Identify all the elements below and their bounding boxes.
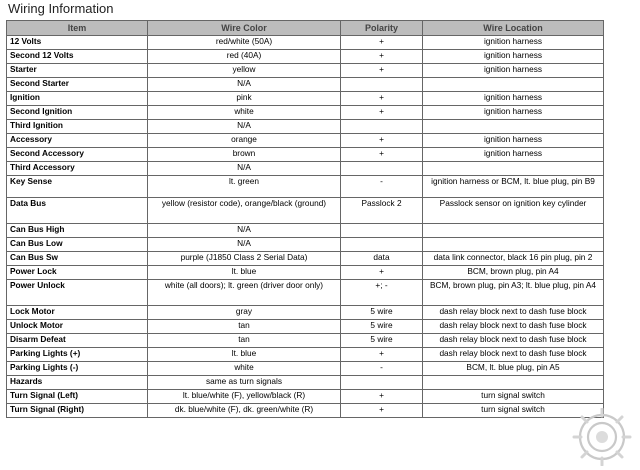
table-row xyxy=(7,120,604,134)
item-cell: Unlock Motor xyxy=(7,320,148,334)
wire-location-cell: turn signal switch xyxy=(423,390,604,404)
wire-location-cell: ignition harness or BCM, lt. blue plug, pin B9 xyxy=(423,176,604,198)
table-row xyxy=(7,134,604,148)
wire-location-cell: BCM, lt. blue plug, pin A5 xyxy=(423,362,604,376)
item-cell: Second 12 Volts xyxy=(7,50,148,64)
table-row xyxy=(7,390,604,404)
table-row xyxy=(7,176,604,198)
item-cell: Second Ignition xyxy=(7,106,148,120)
table-row xyxy=(7,50,604,64)
wire-location-cell xyxy=(423,376,604,390)
item-cell: Lock Motor xyxy=(7,306,148,320)
wire-color-cell: brown xyxy=(148,148,341,162)
wire-color-cell: yellow xyxy=(148,64,341,78)
polarity-cell xyxy=(341,224,423,238)
table-row xyxy=(7,238,604,252)
item-cell: Parking Lights (+) xyxy=(7,348,148,362)
polarity-cell: + xyxy=(341,404,423,418)
wire-location-cell: data link connector, black 16 pin plug, pin 2 xyxy=(423,252,604,266)
item-cell: Can Bus High xyxy=(7,224,148,238)
item-cell: Data Bus xyxy=(7,198,148,224)
wire-location-cell: ignition harness xyxy=(423,50,604,64)
wire-color-cell: N/A xyxy=(148,238,341,252)
item-cell: Parking Lights (-) xyxy=(7,362,148,376)
item-cell: Disarm Defeat xyxy=(7,334,148,348)
wire-color-cell: pink xyxy=(148,92,341,106)
item-cell: Second Accessory xyxy=(7,148,148,162)
table-row xyxy=(7,224,604,238)
wire-color-cell: N/A xyxy=(148,78,341,92)
wire-color-cell: purple (J1850 Class 2 Serial Data) xyxy=(148,252,341,266)
wire-location-cell: ignition harness xyxy=(423,134,604,148)
item-cell: Key Sense xyxy=(7,176,148,198)
wire-color-cell: N/A xyxy=(148,120,341,134)
item-cell: Turn Signal (Left) xyxy=(7,390,148,404)
polarity-cell: + xyxy=(341,92,423,106)
wire-location-cell: ignition harness xyxy=(423,106,604,120)
polarity-cell: - xyxy=(341,176,423,198)
polarity-cell: + xyxy=(341,50,423,64)
item-cell: Third Accessory xyxy=(7,162,148,176)
item-cell: Ignition xyxy=(7,92,148,106)
wire-location-cell xyxy=(423,78,604,92)
table-row xyxy=(7,280,604,306)
wire-location-cell: Passlock sensor on ignition key cylinder xyxy=(423,198,604,224)
item-cell: Accessory xyxy=(7,134,148,148)
wire-location-cell: dash relay block next to dash fuse block xyxy=(423,306,604,320)
wire-location-cell: dash relay block next to dash fuse block xyxy=(423,320,604,334)
wire-color-cell: lt. blue xyxy=(148,266,341,280)
wire-color-cell: lt. blue xyxy=(148,348,341,362)
polarity-cell: - xyxy=(341,362,423,376)
item-cell: Starter xyxy=(7,64,148,78)
page-title: Wiring Information xyxy=(8,1,114,16)
wire-color-cell: white (all doors); lt. green (driver door only) xyxy=(148,280,341,306)
wire-color-cell: same as turn signals xyxy=(148,376,341,390)
column-header-wire-color: Wire Color xyxy=(148,21,341,36)
table-row xyxy=(7,252,604,266)
polarity-cell: + xyxy=(341,266,423,280)
polarity-cell xyxy=(341,78,423,92)
wire-location-cell: turn signal switch xyxy=(423,404,604,418)
item-cell: Third Ignition xyxy=(7,120,148,134)
item-cell: Can Bus Sw xyxy=(7,252,148,266)
wire-location-cell xyxy=(423,120,604,134)
wire-color-cell: tan xyxy=(148,320,341,334)
wire-location-cell xyxy=(423,162,604,176)
polarity-cell: +; - xyxy=(341,280,423,306)
polarity-cell: + xyxy=(341,64,423,78)
wire-location-cell: BCM, brown plug, pin A4 xyxy=(423,266,604,280)
item-cell: 12 Volts xyxy=(7,36,148,50)
wire-color-cell: orange xyxy=(148,134,341,148)
polarity-cell: + xyxy=(341,36,423,50)
polarity-cell: 5 wire xyxy=(341,306,423,320)
wire-location-cell: ignition harness xyxy=(423,64,604,78)
table-row xyxy=(7,36,604,50)
table-row xyxy=(7,78,604,92)
polarity-cell xyxy=(341,238,423,252)
wire-color-cell: lt. blue/white (F), yellow/black (R) xyxy=(148,390,341,404)
polarity-cell: + xyxy=(341,348,423,362)
wire-color-cell: gray xyxy=(148,306,341,320)
item-cell: Can Bus Low xyxy=(7,238,148,252)
table-header-row xyxy=(7,21,604,36)
item-cell: Power Unlock xyxy=(7,280,148,306)
item-cell: Hazards xyxy=(7,376,148,390)
table-row xyxy=(7,306,604,320)
column-header-polarity: Polarity xyxy=(341,21,423,36)
item-cell: Power Lock xyxy=(7,266,148,280)
item-cell: Second Starter xyxy=(7,78,148,92)
polarity-cell xyxy=(341,162,423,176)
wire-location-cell: ignition harness xyxy=(423,92,604,106)
polarity-cell: + xyxy=(341,134,423,148)
column-header-item: Item xyxy=(7,21,148,36)
polarity-cell xyxy=(341,376,423,390)
wire-location-cell xyxy=(423,224,604,238)
wire-color-cell: white xyxy=(148,106,341,120)
polarity-cell: Passlock 2 xyxy=(341,198,423,224)
polarity-cell: 5 wire xyxy=(341,334,423,348)
wire-color-cell: red (40A) xyxy=(148,50,341,64)
wire-color-cell: N/A xyxy=(148,224,341,238)
table-row xyxy=(7,320,604,334)
table-row xyxy=(7,334,604,348)
polarity-cell: 5 wire xyxy=(341,320,423,334)
wire-color-cell: N/A xyxy=(148,162,341,176)
wire-color-cell: yellow (resistor code), orange/black (ground) xyxy=(148,198,341,224)
table-row xyxy=(7,148,604,162)
column-header-wire-location: Wire Location xyxy=(423,21,604,36)
wiring-table xyxy=(6,20,604,418)
wire-location-cell: dash relay block next to dash fuse block xyxy=(423,334,604,348)
table-row xyxy=(7,106,604,120)
table-row xyxy=(7,376,604,390)
polarity-cell: + xyxy=(341,148,423,162)
table-row xyxy=(7,266,604,280)
wire-location-cell: ignition harness xyxy=(423,36,604,50)
table-row xyxy=(7,92,604,106)
wire-location-cell: dash relay block next to dash fuse block xyxy=(423,348,604,362)
table-row xyxy=(7,162,604,176)
table-row xyxy=(7,348,604,362)
wire-location-cell xyxy=(423,238,604,252)
wire-color-cell: white xyxy=(148,362,341,376)
polarity-cell xyxy=(341,120,423,134)
wire-location-cell: BCM, brown plug, pin A3; lt. blue plug, pin A4 xyxy=(423,280,604,306)
wire-color-cell: tan xyxy=(148,334,341,348)
wire-color-cell: lt. green xyxy=(148,176,341,198)
table-row xyxy=(7,362,604,376)
polarity-cell: data xyxy=(341,252,423,266)
table-row xyxy=(7,404,604,418)
polarity-cell: + xyxy=(341,106,423,120)
table-row xyxy=(7,64,604,78)
table-row xyxy=(7,198,604,224)
wire-location-cell: ignition harness xyxy=(423,148,604,162)
polarity-cell: + xyxy=(341,390,423,404)
wire-color-cell: red/white (50A) xyxy=(148,36,341,50)
wire-color-cell: dk. blue/white (F), dk. green/white (R) xyxy=(148,404,341,418)
item-cell: Turn Signal (Right) xyxy=(7,404,148,418)
watermark-logo xyxy=(572,408,632,466)
